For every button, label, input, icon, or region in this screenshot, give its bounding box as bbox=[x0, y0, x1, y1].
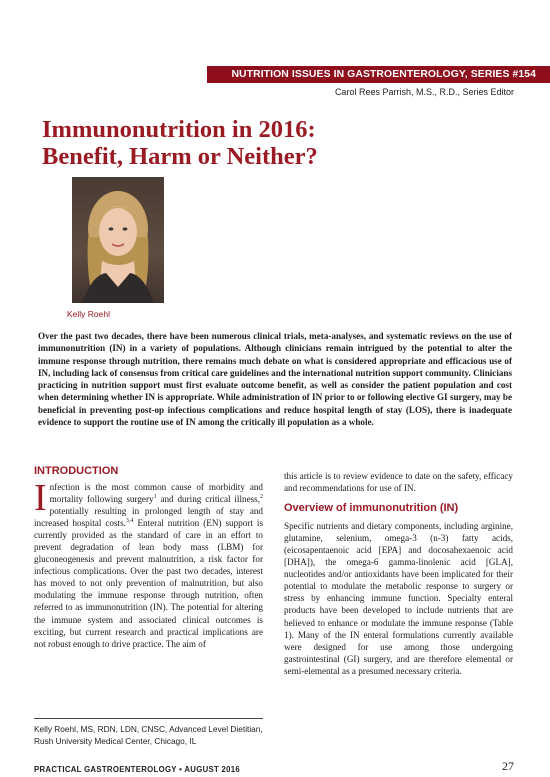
citation-2: 2 bbox=[260, 494, 264, 501]
citation-3-4: 3,4 bbox=[125, 518, 134, 525]
author-portrait-illustration bbox=[72, 177, 164, 303]
affiliation-divider bbox=[34, 718, 263, 719]
article-title bbox=[42, 116, 512, 170]
citation-1: 1 bbox=[153, 494, 157, 501]
left-column bbox=[34, 477, 264, 650]
introduction-paragraph bbox=[34, 477, 264, 650]
author-photo bbox=[72, 177, 164, 303]
abstract: Over the past two decades, there have been numerous clinical trials, meta-analyses, and systematic reviews on the use of immunonutrition (IN) in a variety of populations. Although clinicians remain intrigued by the potential to alter the immune response through nutrition, there remains much debate on what is considered appropriate and efficacious use of IN, including lack of consensus from critical care guidelines and the international nutrition support community. Clinicians practicing in nutrition support must first evaluate outcome benefit, as well as consider the patient population and cost when determining whether IN is appropriate. While administration of IN prior to or following elective GI surgery, may be beneficial in preventing post-op infectious complications and reduce hospital length of stay (LOS), there is inadequate evidence to support the routine use of IN among the critically ill population as a whole. bbox=[38, 331, 512, 428]
photo-caption: Kelly Roehl bbox=[67, 309, 110, 319]
intro-text-3: potentially resulting in prolonged length of stay and increased hospital costs. bbox=[34, 506, 263, 529]
page-number: 27 bbox=[502, 759, 514, 773]
series-banner: NUTRITION ISSUES IN GASTROENTEROLOGY, SERIES #154 bbox=[207, 66, 550, 83]
introduction-heading: INTRODUCTION bbox=[34, 465, 119, 477]
series-editor: Carol Rees Parrish, M.S., R.D., Series Editor bbox=[334, 87, 514, 97]
title-line-2: Benefit, Harm or Neither? bbox=[42, 143, 318, 170]
author-affiliation: Kelly Roehl, MS, RDN, LDN, CNSC, Advanced Level Dietitian, Rush University Medical Center, Chicago, IL bbox=[34, 724, 263, 746]
title-line-1: Immunonutrition in 2016: bbox=[42, 116, 316, 143]
intro-text-1: nfection is the most common cause of morbidity and mortality following surgery bbox=[49, 482, 263, 505]
overview-paragraph: Specific nutrients and dietary components, including arginine, glutamine, selenium, omega-3 (n-3) fatty acids, (eicosapentaenoic acid [EPA] and docosahexaenoic acid [DHA]), the omega-6 gamma-linolenic acid [GLA], nucleotides and/or antioxidants have been implicated for their potential to modulate the metabolic response to surgery or stress by enhancing immune function. Specialty enteral products have been developed to include nutrients that are believed to enhance or modulate the immune response (Table 1). Many of the IN enteral formulations currently available were designed for use among those undergoing gastrointestinal (GI) surgery, and are therefore elemental or semi-elemental as a presumed necessary criteria. bbox=[284, 521, 513, 676]
introduction-continuation: this article is to review evidence to date on the safety, efficacy and recommendations for use of IN. bbox=[284, 471, 513, 494]
intro-text-2: and during critical illness, bbox=[156, 494, 261, 505]
intro-text-4: Enteral nutrition (EN) support is currently provided as the standard of care in an effort to prevent degradation of lean body mass (LBM) for gluconeogenesis and prevent malnutrition, a risk factor for infectious complications. Over the past two decades, interest has moved to not only prevention of malnutrition, but also modulating the immune response through nutrition, often referred to as immunonutrition (IN). The potential for altering the immune system and associated clinical outcomes is exciting, but current research and practical implications are not robust enough to drive practice. The aim of bbox=[34, 518, 263, 649]
overview-heading: Overview of immunonutrition (IN) bbox=[284, 502, 459, 515]
journal-footer: PRACTICAL GASTROENTEROLOGY • AUGUST 2016 bbox=[34, 765, 241, 774]
drop-cap: I bbox=[34, 477, 47, 519]
right-column bbox=[284, 470, 513, 677]
